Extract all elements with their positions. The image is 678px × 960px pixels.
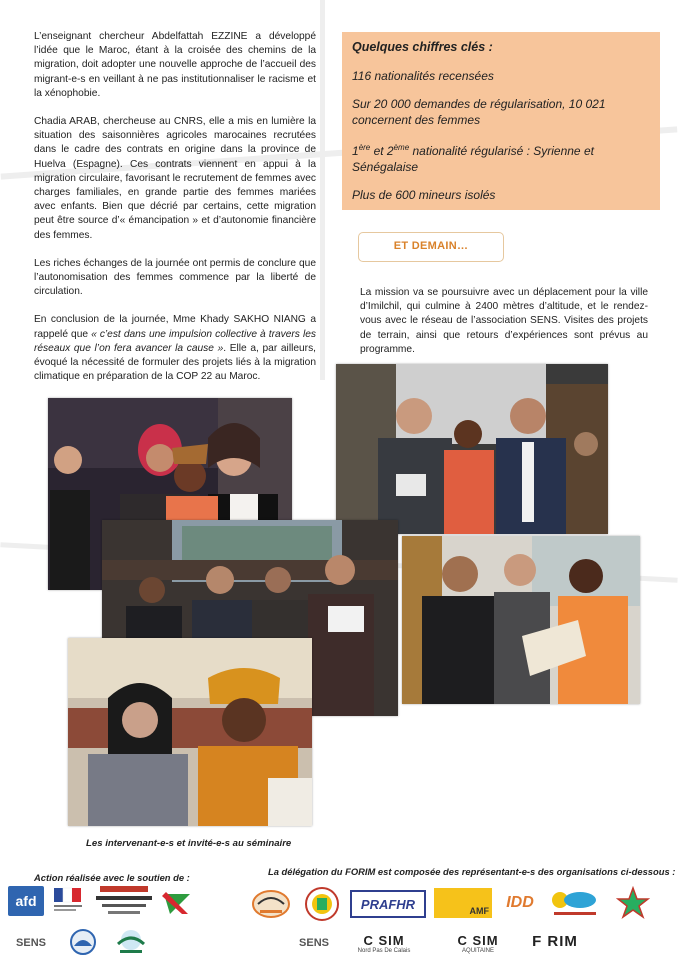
photo-caption: Les intervenant-e-s et invité-e-s au séminaire: [86, 838, 292, 849]
delegation-logo-sun: [548, 886, 600, 920]
star-logo: [160, 888, 194, 918]
paragraph-arab: Chadia ARAB, chercheuse au CNRS, elle a mis en lumière la situation des saisonnières agricoles marocaines recrutées dans le cadre des contrats en origine dans la province de Huelva (Espagne). Ces contrats viennent en appui à la migration circulaire, favorisant le recrutement de femmes avec charges familiales, en grande partie des femmes mariées avec enfants. Bien que décrié par certains, cette migration peut être source d’« émancipation » et d’autonomie financière des femmes.: [34, 116, 316, 241]
key-figure-text: nationalité régularisé : Syrienne et Sénégalaise: [352, 144, 594, 174]
key-figure-item: 116 nationalités recensées: [352, 69, 494, 83]
paragraph-sakho-niang: [34, 313, 316, 384]
star-emblem-icon: [616, 886, 650, 920]
photo-exchange-image: [402, 536, 640, 704]
key-figure-item: Plus de 600 mineurs isolés: [352, 188, 496, 202]
prafhr-logo: [350, 890, 426, 918]
key-figure-item: [352, 140, 650, 175]
sens-logo-delegation: [296, 930, 332, 956]
ministry-emblem-icon: [94, 884, 154, 918]
paragraph-ezzine: L’enseignant chercheur Abdelfattah EZZINE a développé l’idée que le Maroc, étant à la croisée des chemins de la migration, doit adopter une nouvelle approche de l’accueil des migrant-e-s en veillant à ne pas institutionnaliser le racisme et la xénophobie.: [34, 31, 316, 99]
cosim-aquitaine-logo-text: C SIM: [457, 932, 499, 948]
wave-emblem-icon: [114, 928, 148, 956]
amf-logo: [434, 888, 492, 918]
sens-logo: [14, 930, 48, 956]
afd-logo: [8, 886, 44, 916]
delegation-logo-1: [250, 888, 292, 920]
key-figure-item: Sur 20 000 demandes de régularisation, 10 021 concernent des femmes: [352, 97, 606, 127]
ordinal-suffix: ème: [393, 143, 410, 152]
sun-emblem-icon: [548, 886, 600, 920]
photo-seated-women-image: [68, 638, 312, 826]
idd-logo-text: IDD: [506, 894, 534, 911]
support-label: Action réalisée avec le soutien de :: [34, 872, 190, 883]
quote: « c’est dans une impulsion collective à travers les réseaux que l’on fera avancer la cause »: [34, 328, 316, 354]
cosim-nord-logo-subtitle: Nord Pas De Calais: [357, 947, 411, 954]
delegation-logo-2: [304, 886, 340, 922]
photo-men-office-image: [336, 364, 608, 534]
idd-logo: [500, 888, 540, 918]
circle-emblem-icon: [68, 928, 98, 956]
key-figures-title: Quelques chiffres clés :: [352, 40, 493, 54]
left-column-text: [34, 30, 316, 398]
sens-logo-text: SENS: [16, 937, 46, 949]
amf-logo-text: AMF: [469, 906, 489, 916]
key-figures-box: [342, 32, 660, 210]
sens-logo-delegation-text: SENS: [299, 937, 329, 949]
cosim-aquitaine-logo-subtitle: AQUITAINE: [462, 947, 494, 954]
photo-men-office: [336, 364, 608, 534]
paragraph-sakho-niang-end: . Elle a, par ailleurs, évoqué la nécessité de formuler des projets liés à la migration climatique en préparation de la COP 22 au Maroc.: [34, 342, 316, 383]
prafhr-logo-text: PRAFHR: [360, 896, 416, 912]
afd-logo-text: afd: [15, 893, 37, 909]
cosim-nord-logo-text: C SIM: [363, 932, 405, 948]
background-line: [320, 0, 325, 380]
forim-logo: [524, 928, 586, 954]
demain-paragraph: La mission va se poursuivre avec un déplacement pour la ville d’Imilchil, qui culmine à 2400 mètres d’altitude, et le rendez-vous avec le réseau de l’association SENS. Visites des projets de terrain, ainsi que retours d’expériences sont prévus au programme.: [360, 287, 648, 355]
photo-exchange: [402, 536, 640, 704]
french-republic-logo: [50, 886, 86, 916]
star-icon: [160, 888, 194, 918]
photo-seated-women: [68, 638, 312, 826]
ordinal-number: et 2: [370, 144, 394, 158]
delegation-label: La délégation du FORIM est composée des représentant-e-s des organisations ci-dessous :: [268, 866, 676, 877]
forim-logo-text: F RIM: [532, 932, 578, 950]
cosim-aquitaine-logo: [440, 928, 516, 958]
round-seal-icon: [304, 886, 340, 922]
morocco-ministry-logo: [94, 884, 154, 918]
demain-heading: ET DEMAIN…: [358, 232, 504, 262]
cosim-nord-logo: [346, 928, 422, 958]
association-emblem-icon: [250, 888, 292, 920]
paragraph-sakho-niang-intro: En conclusion de la journée, Mme Khady SAKHO NIANG a rappelé que: [34, 314, 316, 340]
french-flag-icon: [50, 886, 86, 916]
ordinal-number: 1: [352, 144, 359, 158]
partner-circle-logo: [68, 928, 98, 956]
partner-wave-logo: [114, 928, 148, 956]
ordinal-suffix: ère: [358, 143, 371, 152]
paragraph-conclusion: Les riches échanges de la journée ont permis de conclure que l’autonomisation des femmes commence par la liberté de circulation.: [34, 257, 316, 298]
delegation-logo-star: [616, 886, 650, 920]
